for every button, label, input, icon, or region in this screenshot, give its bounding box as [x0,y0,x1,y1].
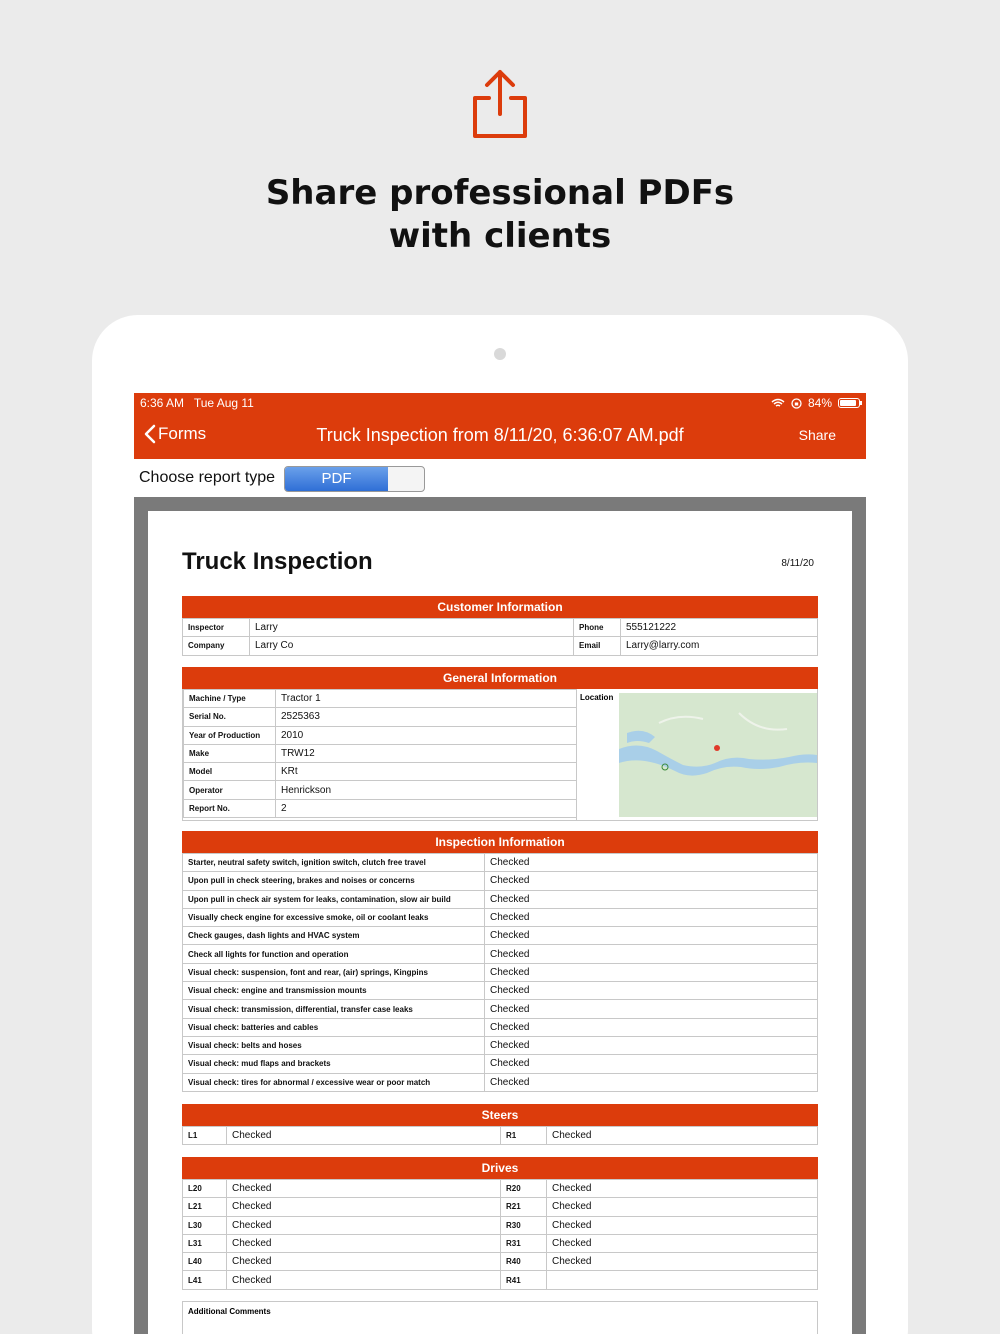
customer-section [182,596,818,656]
drives-table [182,1179,818,1290]
check-item-label: Starter, neutral safety switch, ignition switch, clutch free travel [183,854,485,872]
wheel-left-value: Checked [227,1198,501,1216]
table-row [183,1127,818,1145]
wheel-left-label: L30 [183,1216,227,1234]
wheel-right-value [547,1271,818,1289]
battery-icon [838,398,860,408]
table-row [184,726,577,744]
table-row [183,963,818,981]
check-item-value: Checked [485,945,818,963]
field-label: Model [184,763,276,781]
table-row [183,1198,818,1216]
battery-percent: 84% [807,396,832,410]
wheel-left-value: Checked [227,1216,501,1234]
email-label: Email [574,637,621,655]
company-value: Larry Co [250,637,574,655]
field-value: KRt [276,763,577,781]
wheel-right-label: R40 [501,1253,547,1271]
table-row [183,619,818,637]
check-item-value: Checked [485,982,818,1000]
table-row [183,872,818,890]
steers-table [182,1126,818,1145]
report-type-toggle[interactable] [284,466,425,492]
comments-section [182,1301,818,1334]
check-item-label: Visually check engine for excessive smoke, oil or coolant leaks [183,908,485,926]
pdf-page [148,511,852,1334]
table-row [184,708,577,726]
field-label: Make [184,744,276,762]
back-button-label: Forms [158,424,207,443]
inspection-table [182,853,818,1092]
check-item-value: Checked [485,908,818,926]
headline [0,172,1000,258]
wheel-left-label: L1 [183,1127,227,1145]
field-value: 2525363 [276,708,577,726]
location-label: Location [580,693,614,702]
section-heading: Inspection Information [182,831,818,853]
wheel-right-value: Checked [547,1180,818,1198]
field-label: Operator [184,781,276,799]
wifi-icon [771,398,785,408]
wheel-right-label: R31 [501,1234,547,1252]
table-row [183,1055,818,1073]
table-row [183,1180,818,1198]
pdf-viewer[interactable] [134,497,866,1334]
section-heading: Customer Information [182,596,818,618]
field-value: Henrickson [276,781,577,799]
table-row [183,1000,818,1018]
headline-line-1: Share professional PDFs [265,173,735,213]
wheel-right-value: Checked [547,1127,818,1145]
table-row [183,1036,818,1054]
orientation-lock-icon [791,398,802,409]
ipad-screen [134,393,866,1334]
check-item-label: Visual check: batteries and cables [183,1018,485,1036]
inspection-section [182,831,818,1092]
wheel-left-value: Checked [227,1127,501,1145]
company-label: Company [183,637,250,655]
check-item-label: Visual check: belts and hoses [183,1036,485,1054]
wheel-left-label: L20 [183,1180,227,1198]
table-row [183,982,818,1000]
table-row [183,927,818,945]
inspector-value: Larry [250,619,574,637]
wheel-left-value: Checked [227,1234,501,1252]
check-item-label: Check gauges, dash lights and HVAC system [183,927,485,945]
wheel-right-label: R1 [501,1127,547,1145]
general-table [183,689,577,818]
check-item-value: Checked [485,854,818,872]
wheel-right-value: Checked [547,1234,818,1252]
email-value: Larry@larry.com [621,637,818,655]
check-item-value: Checked [485,1073,818,1091]
table-row [183,945,818,963]
phone-label: Phone [574,619,621,637]
drives-section [182,1157,818,1290]
wheel-right-label: R30 [501,1216,547,1234]
wheel-left-label: L41 [183,1271,227,1289]
table-row [183,637,818,655]
steers-section [182,1104,818,1145]
field-label: Machine / Type [184,690,276,708]
field-label: Serial No. [184,708,276,726]
check-item-label: Visual check: suspension, font and rear, (air) springs, Kingpins [183,963,485,981]
wheel-right-label: R21 [501,1198,547,1216]
section-heading: Drives [182,1157,818,1179]
navigation-bar [134,413,866,459]
table-row [183,1271,818,1289]
check-item-value: Checked [485,890,818,908]
check-item-label: Upon pull in check steering, brakes and noises or concerns [183,872,485,890]
field-label: Report No. [184,799,276,817]
check-item-label: Upon pull in check air system for leaks, contamination, slow air build [183,890,485,908]
wheel-right-value: Checked [547,1253,818,1271]
table-row [184,763,577,781]
table-row [183,1073,818,1091]
wheel-right-label: R41 [501,1271,547,1289]
table-row [183,1234,818,1252]
check-item-label: Visual check: engine and transmission mounts [183,982,485,1000]
check-item-value: Checked [485,1055,818,1073]
camera-dot [494,348,506,360]
share-button[interactable]: Share [798,427,836,443]
field-value: Tractor 1 [276,690,577,708]
table-row [183,908,818,926]
additional-comments-label: Additional Comments [182,1301,818,1334]
check-item-value: Checked [485,1018,818,1036]
field-value: 2010 [276,726,577,744]
wheel-right-value: Checked [547,1198,818,1216]
wheel-left-label: L31 [183,1234,227,1252]
status-time: 6:36 AM Tue Aug 11 [140,396,254,410]
nav-title: Truck Inspection from 8/11/20, 6:36:07 AM.pdf [316,425,684,445]
field-value: 2 [276,799,577,817]
table-row [183,1253,818,1271]
wheel-left-value: Checked [227,1180,501,1198]
field-label: Year of Production [184,726,276,744]
wheel-right-value: Checked [547,1216,818,1234]
table-row [184,799,577,817]
table-row [184,690,577,708]
doc-title: Truck Inspection [182,548,373,575]
check-item-label: Check all lights for function and operation [183,945,485,963]
headline-line-2: with clients [388,216,612,256]
field-value: TRW12 [276,744,577,762]
inspector-label: Inspector [183,619,250,637]
status-bar [134,393,866,413]
check-item-label: Visual check: tires for abnormal / excessive wear or poor match [183,1073,485,1091]
status-indicators [771,396,860,410]
check-item-value: Checked [485,963,818,981]
report-type-selected: PDF [285,467,388,491]
table-row [183,1018,818,1036]
location-map[interactable] [619,693,817,817]
check-item-label: Visual check: transmission, differential, transfer case leaks [183,1000,485,1018]
wheel-left-label: L40 [183,1253,227,1271]
table-row [184,781,577,799]
customer-table [182,618,818,656]
check-item-label: Visual check: mud flaps and brackets [183,1055,485,1073]
general-section [182,667,818,821]
wheel-left-value: Checked [227,1253,501,1271]
doc-date: 8/11/20 [781,558,814,569]
wheel-left-value: Checked [227,1271,501,1289]
section-heading: General Information [182,667,818,689]
report-type-label: Choose report type [139,469,276,486]
section-heading: Steers [182,1104,818,1126]
check-item-value: Checked [485,1036,818,1054]
report-type-row [134,459,866,497]
table-row [183,854,818,872]
table-row [184,744,577,762]
check-item-value: Checked [485,927,818,945]
check-item-value: Checked [485,1000,818,1018]
wheel-left-label: L21 [183,1198,227,1216]
phone-value: 555121222 [621,619,818,637]
table-row [183,890,818,908]
share-icon [471,68,529,140]
table-row [183,1216,818,1234]
check-item-value: Checked [485,872,818,890]
wheel-right-label: R20 [501,1180,547,1198]
